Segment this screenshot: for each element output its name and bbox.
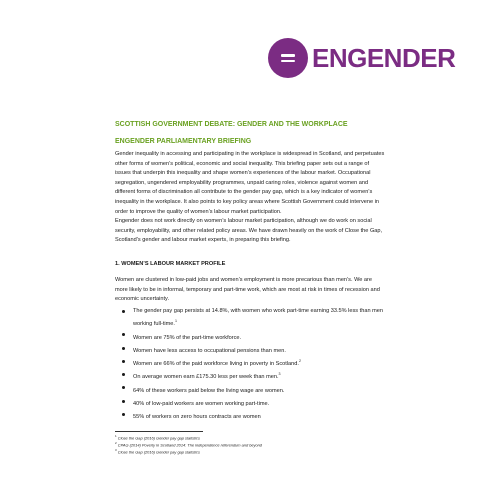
- list-item: On average women earn £175.30 less per week than men.$^3$: [115, 369, 385, 382]
- bullet-icon: [122, 333, 125, 336]
- bullet-icon: [122, 386, 125, 389]
- bullet-icon: [122, 360, 125, 363]
- footnote: $^2$ CPAG (2014) Poverty in Scotland 2014: The independence referendum and beyond: [115, 441, 262, 448]
- statistics-list: [115, 306, 385, 423]
- list-item: 64% of these workers paid below the living wage are women.: [115, 383, 385, 396]
- logo-wordmark: ENGENDER: [312, 43, 456, 73]
- list-item: Women have less access to occupational pensions than men.: [115, 343, 385, 356]
- engender-logo: [268, 38, 455, 78]
- list-item: 40% of low-paid workers are women working part-time.: [115, 396, 385, 409]
- document-subtitle: ENGENDER PARLIAMENTARY BRIEFING: [115, 138, 252, 145]
- bullet-icon: [122, 310, 125, 313]
- equals-icon: [268, 38, 308, 78]
- list-item: Women are 75% of the part-time workforce.: [115, 330, 385, 343]
- footnotes: [115, 434, 385, 455]
- list-item: 55% of workers on zero hours contracts are women: [115, 409, 385, 422]
- intro-paragraph: Gender inequality in accessing and participating in the workplace is widespread in Scotland, and perpetuates other forms of women’s political, economic and social inequality. This briefing paper sets out a range of issues that underpin this inequality and shape women’s experiences of the labour market. Occupational segregation, ungendered employability programmes, unpaid caring roles, violence against women and different forms of discrimination all contribute to the gender pay gap, which is a key indicator of women’s inequality in the workplace. It also points to key policy areas where Scottish Government could intervene in order to improve the quality of women’s labour market participation.: [115, 151, 385, 215]
- bullet-icon: [122, 373, 125, 376]
- scope-paragraph: Engender does not work directly on women’s labour market participation, although we do work on social security, employability, and other related policy areas. We have drawn heavily on the work of Close the Gap, Scotland’s gender and labour market experts, in preparing this briefing.: [115, 218, 383, 244]
- section-heading: 1. WOMEN’S LABOUR MARKET PROFILE: [115, 261, 226, 267]
- footnote: $^3$ Close the Gap (2016) Gender pay gap statistics: [115, 448, 200, 455]
- footnote-divider: [115, 431, 203, 432]
- section-intro-paragraph: Women are clustered in low-paid jobs and women’s employment is more precarious than men’s. We are more likely to be in informal, temporary and part-time work, which are most at risk in times of recession and economic uncertainty.: [115, 277, 380, 303]
- list-item: The gender pay gap persists at 14.8%, with women who work part-time earning 33.5% less than men working full-time.$^1$: [115, 306, 385, 330]
- bullet-icon: [122, 413, 125, 416]
- bullet-icon: [122, 400, 125, 403]
- document-title: SCOTTISH GOVERNMENT DEBATE: GENDER AND THE WORKPLACE: [115, 121, 348, 128]
- footnote: $^1$ Close the Gap (2016) Gender pay gap statistics: [115, 434, 200, 441]
- bullet-icon: [122, 347, 125, 350]
- list-item: Women are 66% of the paid workforce living in poverty in Scotland.$^2$: [115, 356, 385, 369]
